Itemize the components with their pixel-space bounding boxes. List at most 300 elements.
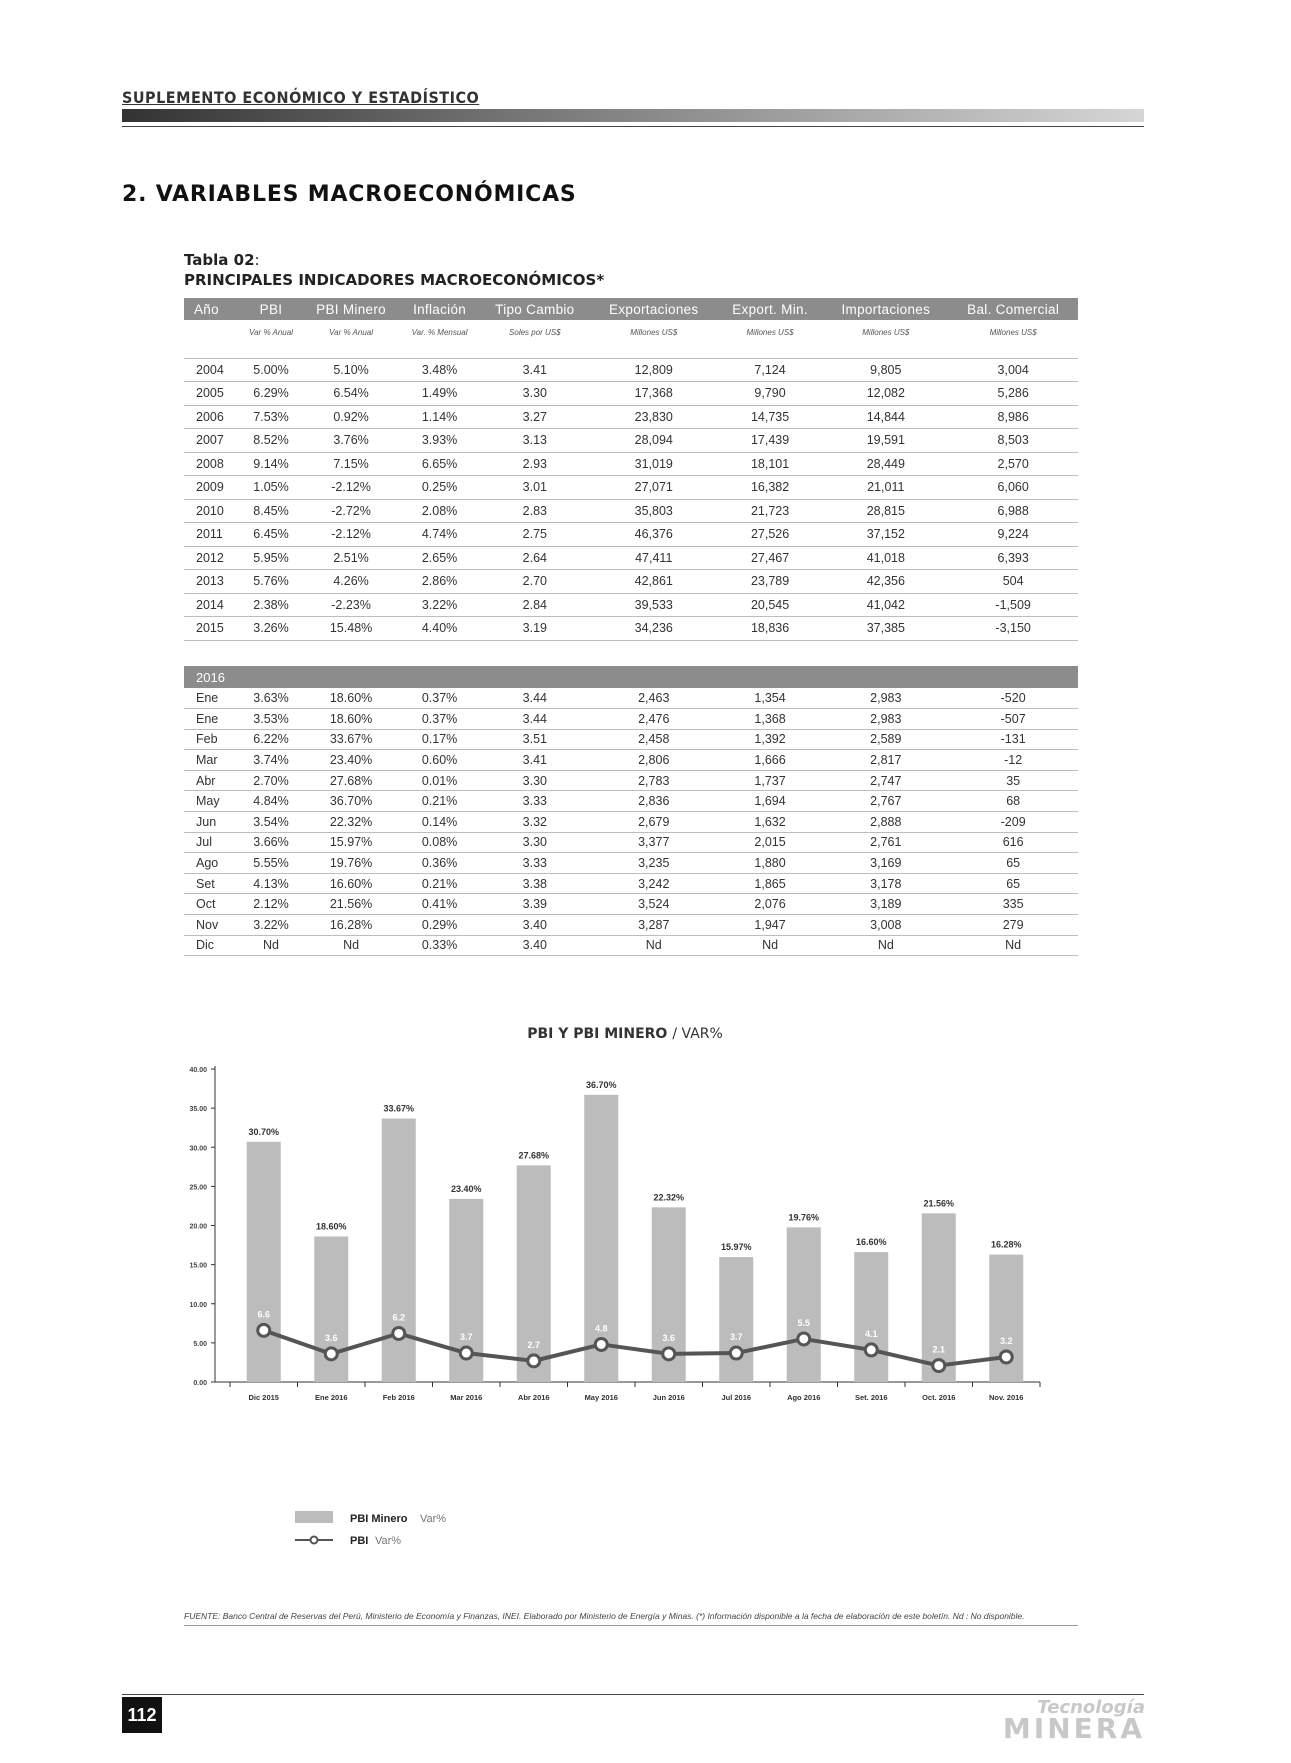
table-cell: 19.76% [302,853,400,874]
unit-cell: Var. % Mensual [411,327,468,337]
line-data-label: 2.1 [932,1344,946,1355]
brand-line2: MINERA [1002,1712,1145,1746]
table-cell: 2004 [184,358,240,382]
table-cell: 2,570 [948,452,1078,476]
header-title: SUPLEMENTO ECONÓMICO Y ESTADÍSTICO [122,88,480,107]
table-cell: 18.60% [302,709,400,730]
line-point-pbi [1000,1351,1012,1363]
table-cell: 15.48% [302,617,400,641]
table-cell: 2,783 [591,770,717,791]
table-cell: 5.76% [240,570,302,594]
table-cell: 18.60% [302,688,400,709]
table-cell: 3.22% [240,915,302,936]
line-data-label: 3.7 [459,1332,473,1343]
gap-cell [184,640,1078,666]
table-cell: 8.52% [240,429,302,453]
table-cell: 3.39 [479,894,591,915]
table-cell: 3.19 [479,617,591,641]
line-point-pbi [528,1355,540,1367]
column-header: Inflación [400,298,479,320]
table-cell: 2,983 [823,688,948,709]
table-cell: 3.30 [479,382,591,406]
bar-pbi-minero [922,1213,956,1382]
line-data-label: 4.8 [594,1323,608,1334]
table-cell: 2.75 [479,523,591,547]
table-cell: 9,224 [948,523,1078,547]
bar-data-label: 30.70% [248,1126,280,1137]
table-cell: 2007 [184,429,240,453]
bar-pbi-minero [787,1227,821,1382]
table-cell: 6,393 [948,546,1078,570]
table-cell: Jul [184,832,240,853]
line-data-label: 2.7 [527,1339,541,1350]
table-cell: 1,354 [717,688,824,709]
table-cell: 2011 [184,523,240,547]
bar-data-label: 16.28% [990,1239,1022,1250]
table-cell: 2008 [184,452,240,476]
table-cell: 37,385 [823,617,948,641]
table-cell: Nd [240,935,302,956]
line-point-pbi [730,1347,742,1359]
table-cell: 9,805 [823,358,948,382]
bar-pbi-minero [247,1142,281,1382]
table-cell: -12 [948,750,1078,771]
table-cell: -131 [948,729,1078,750]
table-cell: 20,545 [717,593,824,617]
unit-cell: Millones US$ [989,327,1037,337]
table-cell: 46,376 [591,523,717,547]
table-cell: 2,983 [823,709,948,730]
gap-row [184,640,1078,666]
table-cell: 21,723 [717,499,824,523]
x-tick-label: Ago 2016 [787,1393,821,1402]
table-cell: Jun [184,812,240,833]
table-cell: 2.86% [400,570,479,594]
line-point-pbi [933,1360,945,1372]
table-row [184,812,1078,833]
column-header: Tipo Cambio [479,298,591,320]
macro-indicators-table [184,298,1078,956]
table-cell: 6.22% [240,729,302,750]
table-cell: 4.40% [400,617,479,641]
line-data-label: 3.6 [324,1332,338,1343]
table-cell: -2.12% [302,523,400,547]
table-cell: 3.13 [479,429,591,453]
table-cell: 27.68% [302,770,400,791]
table-cell: 2005 [184,382,240,406]
table-cell: 0.14% [400,812,479,833]
chart-title-main: PBI Y PBI MINERO [527,1026,668,1042]
table-cell: 0.36% [400,853,479,874]
table-row [184,915,1078,936]
table-cell: 3.22% [400,593,479,617]
footer-divider [122,1694,1144,1695]
table-row [184,476,1078,500]
table-cell: 2,747 [823,770,948,791]
table-cell: 28,449 [823,452,948,476]
column-header: Año [184,298,240,320]
table-cell: 1,880 [717,853,824,874]
table-cell: Nov [184,915,240,936]
y-tick-label: 0.00 [193,1380,207,1387]
line-data-label: 3.2 [999,1335,1013,1346]
table-cell: -2.72% [302,499,400,523]
table-cell: -2.12% [302,476,400,500]
unit-cell: Millones US$ [630,327,678,337]
table-cell: 23.40% [302,750,400,771]
table-row [184,894,1078,915]
table-cell: 7.15% [302,452,400,476]
line-data-label: 4.1 [864,1328,878,1339]
table-row [184,832,1078,853]
unit-cell: Var % Anual [329,327,373,337]
table-cell: 6.29% [240,382,302,406]
table-cell: 33.67% [302,729,400,750]
line-data-label: 3.6 [662,1332,676,1343]
y-tick-label: 10.00 [189,1301,207,1309]
table-cell: 35,803 [591,499,717,523]
bar-data-label: 27.68% [518,1150,550,1161]
table-cell: 3.32 [479,812,591,833]
table-row [184,499,1078,523]
table-cell: 279 [948,915,1078,936]
table-cell: 3.40 [479,915,591,936]
table-cell: 17,439 [717,429,824,453]
table-cell: 14,844 [823,405,948,429]
table-caption-label: Tabla 02 [184,251,255,269]
table-caption-title: PRINCIPALES INDICADORES MACROECONÓMICOS* [184,271,605,289]
line-point-pbi [595,1338,607,1350]
table-cell: 39,533 [591,593,717,617]
table-cell: 2,817 [823,750,948,771]
table-cell: Ene [184,709,240,730]
x-tick-label: Mar 2016 [450,1393,483,1402]
table-cell: 2012 [184,546,240,570]
bar-data-label: 36.70% [585,1079,617,1090]
table-row [184,570,1078,594]
table-cell: 2,463 [591,688,717,709]
source-note: FUENTE: Banco Central de Reservas del Perú, Ministerio de Economía y Finanzas, INEI. Elaborado por Ministerio de Energía y Minas. (*) Información disponible a la fecha de elaboración de este boletín. Nd : No disponible. [184,1611,1078,1626]
table-cell: 21,011 [823,476,948,500]
spacer-row [184,344,1078,358]
table-cell: 18,101 [717,452,824,476]
column-header: Importaciones [823,298,948,320]
table-cell: 28,094 [591,429,717,453]
table-cell: 0.41% [400,894,479,915]
table-cell: 16.60% [302,873,400,894]
table-cell: 12,809 [591,358,717,382]
table-cell: 1,694 [717,791,824,812]
table-cell: 42,861 [591,570,717,594]
table-cell: 0.17% [400,729,479,750]
table-cell: Feb [184,729,240,750]
table-cell: 3,178 [823,873,948,894]
y-tick-label: 30.00 [189,1145,207,1153]
year-band: 2016 [184,666,1078,688]
line-data-label: 5.5 [797,1317,811,1328]
table-cell: Oct [184,894,240,915]
table-cell: 15.97% [302,832,400,853]
pbi-chart [160,1008,1090,1578]
table-cell: 616 [948,832,1078,853]
table-cell: 3.93% [400,429,479,453]
line-point-pbi [865,1344,877,1356]
table-cell: 8.45% [240,499,302,523]
table-cell: 4.26% [302,570,400,594]
y-tick-label: 25.00 [189,1184,207,1192]
table-cell: 2010 [184,499,240,523]
legend-marker-pbi [311,1537,318,1544]
table-cell: 23,830 [591,405,717,429]
table-cell: 6,988 [948,499,1078,523]
table-header-row [184,298,1078,320]
table-row [184,791,1078,812]
table-cell: 4.74% [400,523,479,547]
table-cell: 2.84 [479,593,591,617]
table-cell: 3.38 [479,873,591,894]
x-tick-label: Jul 2016 [721,1393,752,1402]
section-title: 2. VARIABLES MACROECONÓMICAS [122,182,577,207]
table-cell: Nd [948,935,1078,956]
table-cell: Dic [184,935,240,956]
table-cell: 0.25% [400,476,479,500]
table-row [184,853,1078,874]
table-cell: 19,591 [823,429,948,453]
table-row [184,593,1078,617]
table-cell: 2.08% [400,499,479,523]
table-cell: 5.10% [302,358,400,382]
table-cell: 5.00% [240,358,302,382]
bar-pbi-minero [854,1252,888,1382]
table-cell: 65 [948,873,1078,894]
bar-data-label: 15.97% [720,1242,752,1253]
table-cell: Abr [184,770,240,791]
table-cell: 0.21% [400,791,479,812]
bar-data-label: 18.60% [315,1221,347,1232]
table-row [184,729,1078,750]
table-cell: 3.41 [479,358,591,382]
table-cell: 4.13% [240,873,302,894]
table-row [184,617,1078,641]
line-data-label: 6.2 [392,1312,406,1323]
table-cell: 41,042 [823,593,948,617]
line-point-pbi [663,1348,675,1360]
table-cell: 12,082 [823,382,948,406]
table-row [184,452,1078,476]
table-cell: -507 [948,709,1078,730]
legend-suffix: Var% [420,1513,447,1525]
table-cell: Nd [823,935,948,956]
table-cell: 27,526 [717,523,824,547]
table-cell: 3,524 [591,894,717,915]
table-cell: 335 [948,894,1078,915]
table-cell: 2.12% [240,894,302,915]
table-cell: 6.65% [400,452,479,476]
bar-pbi-minero [382,1119,416,1382]
table-cell: 68 [948,791,1078,812]
table-cell: 42,356 [823,570,948,594]
brand-line1: Tecnología [1037,1697,1145,1718]
table-cell: 1,632 [717,812,824,833]
table-cell: 2,076 [717,894,824,915]
table-row [184,405,1078,429]
unit-cell: Var % Anual [249,327,293,337]
table-cell: 5.55% [240,853,302,874]
x-tick-label: Jun 2016 [652,1393,685,1402]
x-tick-label: Dic 2015 [248,1393,279,1402]
legend-swatch-pbi-minero [295,1511,333,1523]
table-cell: 27,467 [717,546,824,570]
table-cell: 9,790 [717,382,824,406]
table-cell: 1,865 [717,873,824,894]
line-pbi [264,1330,1007,1365]
x-tick-label: May 2016 [584,1393,618,1402]
unit-cell: Millones US$ [862,327,910,337]
table-cell: 0.01% [400,770,479,791]
table-cell: 3.27 [479,405,591,429]
table-cell: 37,152 [823,523,948,547]
table-row [184,688,1078,709]
table-cell: 0.37% [400,688,479,709]
legend-label-pbi-minero: PBI Minero [350,1513,408,1525]
table-cell: 3.53% [240,709,302,730]
table-cell: 3.30 [479,770,591,791]
table-cell: 16,382 [717,476,824,500]
table-cell: 3.51 [479,729,591,750]
chart-title [527,1026,723,1042]
table-cell: 8,986 [948,405,1078,429]
table-cell: 22.32% [302,812,400,833]
table-cell: 3.01 [479,476,591,500]
table-cell: 2009 [184,476,240,500]
table-cell: 1,737 [717,770,824,791]
legend-label-pbi: PBI [350,1535,369,1547]
table-cell: Nd [717,935,824,956]
x-tick-label: Nov. 2016 [989,1393,1024,1402]
line-point-pbi [798,1333,810,1345]
table-cell: 504 [948,570,1078,594]
table-cell: 0.92% [302,405,400,429]
table-row [184,429,1078,453]
brand-logo [975,1697,1145,1746]
bar-data-label: 21.56% [923,1198,955,1209]
table-cell: 1,947 [717,915,824,936]
table-cell: 18,836 [717,617,824,641]
bar-data-label: 19.76% [788,1212,820,1223]
table-row [184,358,1078,382]
table-cell: Nd [302,935,400,956]
legend-suffix: Var% [375,1535,402,1547]
x-tick-label: Feb 2016 [382,1393,415,1402]
bar-data-label: 22.32% [653,1192,685,1203]
table-cell: 0.33% [400,935,479,956]
table-cell: 2,761 [823,832,948,853]
y-tick-label: 40.00 [189,1067,207,1074]
table-cell: 1.14% [400,405,479,429]
table-cell: 2,679 [591,812,717,833]
table-cell: 6.54% [302,382,400,406]
table-cell: 3.66% [240,832,302,853]
table-cell: 35 [948,770,1078,791]
table-cell: 3.44 [479,709,591,730]
table-cell: 0.37% [400,709,479,730]
table-cell: 2,767 [823,791,948,812]
table-cell: 4.84% [240,791,302,812]
table-cell: 2,806 [591,750,717,771]
table-cell: 2.51% [302,546,400,570]
unit-cell: Millones US$ [746,327,794,337]
table-cell: Set [184,873,240,894]
table-cell: 3,242 [591,873,717,894]
table-cell: 0.21% [400,873,479,894]
table-cell: 0.29% [400,915,479,936]
header-bar [122,109,1144,122]
table-cell: 1.05% [240,476,302,500]
table-cell: 8,503 [948,429,1078,453]
column-header: Exportaciones [591,298,717,320]
table-body [184,320,1078,956]
table-cell: 3,008 [823,915,948,936]
table-cell: 3.26% [240,617,302,641]
table-cell: 3,004 [948,358,1078,382]
table-cell: -2.23% [302,593,400,617]
bar-data-label: 16.60% [855,1237,887,1248]
x-tick-label: Set. 2016 [854,1393,888,1402]
table-cell: 2,589 [823,729,948,750]
table-cell: 2.70 [479,570,591,594]
table-cell: -209 [948,812,1078,833]
table-cell: 0.08% [400,832,479,853]
table-row [184,750,1078,771]
table-cell: 1,368 [717,709,824,730]
table-cell: 36.70% [302,791,400,812]
table-cell: 23,789 [717,570,824,594]
table-cell: 6,060 [948,476,1078,500]
table-cell: 2006 [184,405,240,429]
table-row [184,770,1078,791]
line-data-label: 6.6 [257,1309,271,1320]
line-point-pbi [393,1327,405,1339]
table-row [184,546,1078,570]
table-cell: 0.60% [400,750,479,771]
table-cell: 3.41 [479,750,591,771]
table-cell: 3.44 [479,688,591,709]
table-cell: Ene [184,688,240,709]
bar-pbi-minero [719,1257,753,1382]
table-cell: 7,124 [717,358,824,382]
table-cell: 2.83 [479,499,591,523]
unit-cell: Soles por US$ [509,327,561,337]
table-cell: 17,368 [591,382,717,406]
table-cell: 1,666 [717,750,824,771]
table-row [184,523,1078,547]
table-cell: 21.56% [302,894,400,915]
y-tick-label: 5.00 [193,1340,207,1348]
table-cell: -3,150 [948,617,1078,641]
table-cell: 2,015 [717,832,824,853]
table-cell: 2.93 [479,452,591,476]
table-cell: 3,169 [823,853,948,874]
table-cell: 16.28% [302,915,400,936]
table-cell: 3.54% [240,812,302,833]
year-band-row [184,666,1078,688]
table-cell: 3.30 [479,832,591,853]
table-cell: 3.48% [400,358,479,382]
column-header: PBI Minero [302,298,400,320]
column-header: Export. Min. [717,298,824,320]
column-header: PBI [240,298,302,320]
table-cell: 3.63% [240,688,302,709]
